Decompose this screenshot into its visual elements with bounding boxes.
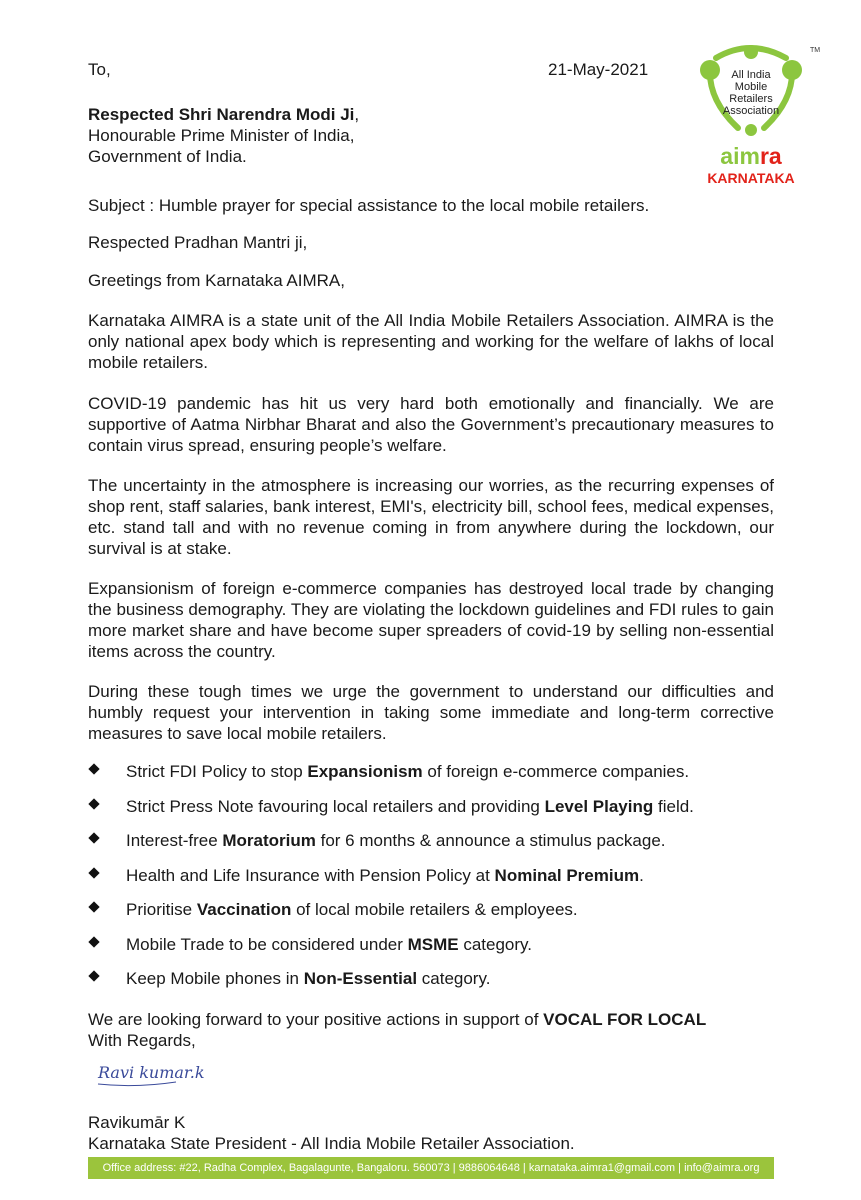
demand-item (88, 831, 788, 866)
handwritten-signature (96, 1058, 266, 1088)
demand-text: Interest-free (126, 831, 223, 850)
demand-text: category. (417, 969, 491, 988)
paragraph-request: During these tough times we urge the government to understand our difficulties and humbly request your intervention in taking some immediate and long-term corrective measures to save local mobile retailers. (88, 682, 774, 743)
logo-tm: TM (810, 47, 821, 54)
logo-brand-part-2: ra (759, 143, 782, 169)
demands-list (88, 762, 788, 1004)
logo-line-2: Mobile (734, 81, 768, 93)
letter-subject: Subject : Humble prayer for special assistance to the local mobile retailers. (88, 196, 650, 215)
signer-designation: Karnataka State President - All India Mobile Retailer Association. (88, 1134, 575, 1153)
demand-text: category. (458, 934, 533, 954)
closing-slogan: VOCAL FOR LOCAL (543, 1010, 707, 1029)
demand-item (88, 935, 788, 970)
demand-item (88, 797, 788, 832)
regards-line: With Regards, (88, 1031, 196, 1050)
addressee-block (88, 104, 359, 167)
addressee-name-comma: , (354, 105, 360, 124)
diamond-bullet-icon (88, 832, 99, 843)
closing-text: We are looking forward to your positive actions in support of (88, 1010, 544, 1029)
demand-text: field. (653, 796, 694, 816)
to-line: To, (88, 60, 111, 79)
diamond-bullet-icon (88, 763, 99, 774)
signer-block (88, 1112, 575, 1154)
diamond-bullet-icon (88, 936, 99, 947)
signer-name: Ravikumār K (88, 1113, 186, 1132)
demand-item (88, 900, 788, 935)
addressee-org: Government of India. (88, 147, 247, 166)
demand-text: Prioritise (126, 900, 197, 919)
demand-emphasis: MSME (407, 934, 459, 954)
aimra-logo (688, 40, 828, 190)
diamond-bullet-icon (88, 867, 99, 878)
paragraph-ecommerce: Expansionism of foreign e-commerce companies has destroyed local trade by changing the business demography. They are violating the lockdown guidelines and FDI rules to gain more market share and have become super spreaders of covid-19 by selling non-essential items across the country. (88, 579, 774, 661)
demand-emphasis: Expansionism (307, 762, 423, 781)
demand-item (88, 969, 788, 1004)
demand-item (88, 866, 788, 901)
demand-text: Health and Life Insurance with Pension Policy at (126, 865, 495, 885)
demand-emphasis: Non-Essential (303, 969, 418, 988)
logo-line-3: Retailers (729, 93, 773, 105)
demand-emphasis: Vaccination (196, 900, 292, 919)
demand-emphasis: Moratorium (222, 831, 316, 850)
addressee-title: Honourable Prime Minister of India, (88, 126, 355, 145)
demand-text: Mobile Trade to be considered under (126, 934, 408, 954)
closing-block (88, 1009, 706, 1051)
logo-line-4: Association (722, 105, 780, 117)
signature-graphic (96, 1058, 266, 1088)
letter-date: 21-May-2021 (548, 60, 649, 79)
diamond-bullet-icon (88, 901, 99, 912)
logo-brand-part-1: aim (720, 143, 760, 169)
addressee-name: Respected Shri Narendra Modi Ji (88, 105, 355, 124)
demand-text: Strict Press Note favouring local retailers and providing (126, 796, 545, 816)
logo-region: KARNATAKA (707, 170, 795, 186)
paragraph-uncertainty: The uncertainty in the atmosphere is increasing our worries, as the recurring expenses of shop rent, staff salaries, bank interest, EMI's, electricity bill, school fees, medical expenses, etc. stand tall and with no revenue coming in from anywhere during the lockdown, our survival is at stake. (88, 476, 774, 558)
letter-greeting: Greetings from Karnataka AIMRA, (88, 271, 345, 290)
demand-text: . (639, 865, 644, 885)
logo-brand (720, 143, 782, 169)
demand-emphasis: Nominal Premium (494, 865, 640, 885)
paragraph-covid: COVID-19 pandemic has hit us very hard both emotionally and financially. We are supportive of Aatma Nirbhar Bharat and also the Government’s precautionary measures to contain virus spread, ensuring people’s welfare. (88, 394, 774, 455)
logo-line-1: All India (731, 69, 771, 81)
demand-emphasis: Level Playing (544, 796, 654, 816)
aimra-logo-graphic (688, 40, 828, 190)
demand-text: for 6 months & announce a stimulus package. (315, 831, 666, 850)
letter-salutation: Respected Pradhan Mantri ji, (88, 233, 308, 252)
diamond-bullet-icon (88, 798, 99, 809)
paragraph-about: Karnataka AIMRA is a state unit of the All India Mobile Retailers Association. AIMRA is the only national apex body which is representing and working for the welfare of lakhs of local mobile retailers. (88, 311, 774, 372)
signature-handwriting: Ravi kumar.k (98, 1063, 205, 1082)
demand-text: of foreign e-commerce companies. (422, 762, 690, 781)
demand-item (88, 762, 788, 797)
diamond-bullet-icon (88, 970, 99, 981)
footer-address-bar: Office address: #22, Radha Complex, Bagalagunte, Bangaloru. 560073 | 9886064648 | karnataka.aimra1@gmail.com | info@aimra.org (88, 1157, 774, 1179)
demand-text: of local mobile retailers & employees. (291, 900, 578, 919)
demand-text: Keep Mobile phones in (126, 969, 304, 988)
demand-text: Strict FDI Policy to stop (126, 762, 308, 781)
